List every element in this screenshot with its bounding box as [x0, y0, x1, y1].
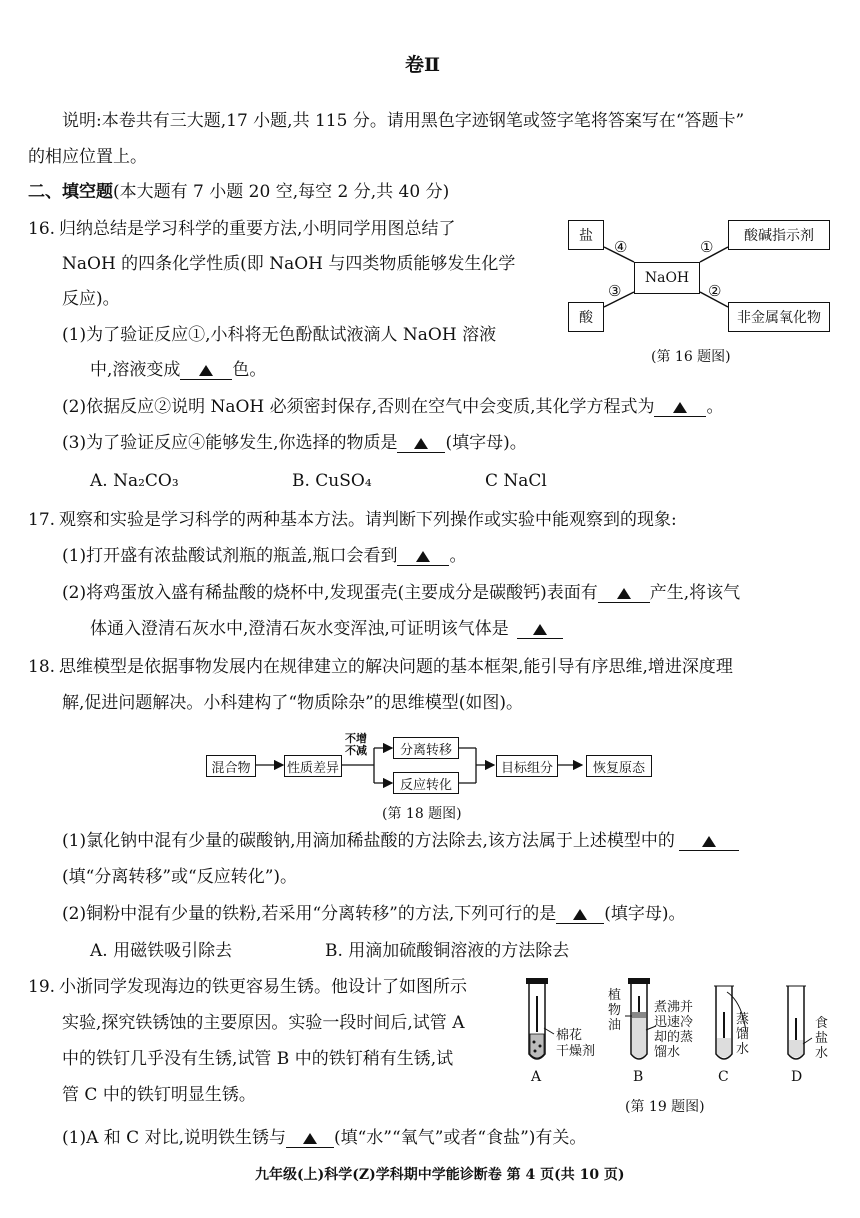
- q17-p2-post: 产生,将该气: [649, 583, 741, 603]
- tube-c-label: [736, 1012, 750, 1057]
- answer-blank[interactable]: [517, 620, 563, 639]
- water-b-line1: 煮沸并: [654, 1000, 694, 1015]
- answer-blank[interactable]: [679, 832, 739, 851]
- triangle-marker-icon: [533, 624, 547, 635]
- tube-b-water-label: [654, 1000, 693, 1060]
- q18-line2: 解,促进问题解决。小科建构了“物质除杂”的思维模型(如图)。: [62, 693, 524, 713]
- answer-blank[interactable]: [180, 361, 232, 380]
- instructions-line2: 的相应位置上。: [28, 147, 147, 167]
- section-heading: [28, 181, 449, 203]
- answer-blank[interactable]: [286, 1129, 334, 1148]
- salt-water-char2: 盐: [815, 1031, 829, 1046]
- tube-b-letter: B: [633, 1069, 644, 1085]
- answer-blank[interactable]: [654, 398, 706, 417]
- oil-char3: 油: [608, 1018, 622, 1033]
- rule-top: 不增: [345, 732, 367, 745]
- tube-a-letter: A: [531, 1069, 542, 1085]
- reaction-2-label: ②: [708, 282, 722, 300]
- q16-text: 归纳总结是学习科学的重要方法,小明同学用图总结了: [59, 219, 456, 239]
- q19-line1: [28, 976, 467, 998]
- q16-p1-post: 色。: [232, 360, 267, 380]
- q16-part1-line1: (1)为了验证反应①,小科将无色酚酞试液滴人 NaOH 溶液: [62, 325, 497, 345]
- q19-caption: (第 19 题图): [625, 1099, 705, 1115]
- q17-part1: [62, 545, 466, 567]
- q17-p2-pre: (2)将鸡蛋放入盛有稀盐酸的烧杯中,发现蛋壳(主要成分是碳酸钙)表面有: [62, 583, 598, 603]
- question-number: 19.: [28, 977, 56, 997]
- answer-blank[interactable]: [598, 584, 650, 603]
- property-difference-box: 性质差异: [284, 755, 342, 777]
- distilled-char2: 馏: [736, 1027, 750, 1042]
- q17-part2: [62, 582, 740, 604]
- reaction-conversion-box: 反应转化: [393, 772, 459, 794]
- q17-intro: [28, 509, 677, 531]
- mixture-box: 混合物: [206, 755, 256, 777]
- question-number: 17.: [28, 510, 56, 530]
- tube-c-letter: C: [718, 1069, 729, 1085]
- q18-part1-line2: (填“分离转移”或“反应转化”)。: [62, 867, 298, 887]
- q18-line1: [28, 656, 733, 678]
- q18-option-a: A. 用磁铁吸引除去: [90, 941, 233, 961]
- q18-caption: (第 18 题图): [382, 806, 462, 822]
- page-footer: 九年级(上)科学(Z)学科期中学能诊断卷 第 4 页(共 10 页): [255, 1167, 625, 1183]
- rule-label: [345, 733, 367, 757]
- instructions-line1: [62, 110, 744, 132]
- triangle-marker-icon: [573, 909, 587, 920]
- q16-line3: 反应)。: [62, 289, 120, 309]
- q17-part2-line2: [90, 618, 563, 640]
- salt-water-char1: 食: [815, 1016, 829, 1031]
- triangle-marker-icon: [617, 588, 631, 599]
- page-title: 卷Ⅱ: [405, 54, 441, 76]
- question-number: 16.: [28, 219, 56, 239]
- oxide-box: 非金属氧化物: [728, 302, 830, 332]
- q18-part1-line1: [62, 830, 739, 852]
- distilled-char1: 蒸: [736, 1012, 750, 1027]
- distilled-char3: 水: [736, 1042, 750, 1057]
- tube-a-label: [556, 1028, 595, 1060]
- triangle-marker-icon: [303, 1133, 317, 1144]
- q16-line1: [28, 218, 455, 240]
- section-detail: (本大题有 7 小题 20 空,每空 2 分,共 40 分): [113, 182, 450, 202]
- q18-p2-pre: (2)铜粉中混有少量的铁粉,若采用“分离转移”的方法,下列可行的是: [62, 904, 557, 924]
- q16-option-c: C NaCl: [485, 471, 547, 491]
- separate-transfer-box: 分离转移: [393, 737, 459, 759]
- q19-part1: [62, 1127, 586, 1149]
- acid-box: 酸: [568, 302, 604, 332]
- answer-blank[interactable]: [397, 547, 449, 566]
- q16-caption: (第 16 题图): [651, 349, 731, 365]
- reaction-1-label: ①: [700, 238, 714, 256]
- oil-char2: 物: [608, 1003, 622, 1018]
- q18-p2-post: (填字母)。: [604, 904, 686, 924]
- q17-text: 观察和实验是学习科学的两种基本方法。请判断下列操作或实验中能观察到的现象:: [59, 510, 677, 530]
- q16-part1-line2: [90, 359, 266, 381]
- triangle-marker-icon: [673, 402, 687, 413]
- reaction-4-label: ④: [614, 238, 628, 256]
- q16-p2-pre: (2)依据反应②说明 NaOH 必须密封保存,否则在空气中会变质,其化学方程式为: [62, 397, 655, 417]
- q18-part2: [62, 903, 686, 925]
- q16-p3-post: (填字母)。: [445, 433, 527, 453]
- salt-box: 盐: [568, 220, 604, 250]
- salt-water-char3: 水: [815, 1046, 829, 1061]
- cotton-label: 棉花: [556, 1028, 583, 1043]
- q16-p3-pre: (3)为了验证反应④能够发生,你选择的物质是: [62, 433, 398, 453]
- tube-b-oil-label: [608, 988, 622, 1033]
- q17-p1-pre: (1)打开盛有浓盐酸试剂瓶的瓶盖,瓶口会看到: [62, 546, 398, 566]
- question-number: 18.: [28, 657, 56, 677]
- q19-line4: 管 C 中的铁钉明显生锈。: [62, 1085, 256, 1105]
- q18-text: 思维模型是依据事物发展内在规律建立的解决问题的基本框架,能引导有序思维,增进深度理: [59, 657, 733, 677]
- water-b-line2: 迅速冷: [654, 1015, 694, 1030]
- q18-option-b: B. 用滴加硫酸铜溶液的方法除去: [325, 941, 570, 961]
- tube-b-drawing: [625, 978, 656, 1059]
- q19-line2: 实验,探究铁锈蚀的主要原因。实验一段时间后,试管 A: [62, 1013, 465, 1033]
- rule-bottom: 不减: [345, 744, 367, 757]
- q19-p1-pre: (1)A 和 C 对比,说明铁生锈与: [62, 1128, 286, 1148]
- water-b-line4: 馏水: [654, 1045, 681, 1060]
- q18-p1-text: (1)氯化钠中混有少量的碳酸钠,用滴加稀盐酸的方法除去,该方法属于上述模型中的: [62, 831, 675, 851]
- q16-line2: NaOH 的四条化学性质(即 NaOH 与四类物质能够发生化学: [62, 254, 516, 274]
- q16-part3: [62, 432, 527, 454]
- q19-p1-post: (填“水”“氧气”或者“食盐”)有关。: [333, 1128, 587, 1148]
- naoh-box: NaOH: [634, 262, 700, 294]
- tube-a-drawing: [526, 978, 554, 1059]
- triangle-marker-icon: [414, 438, 428, 449]
- q16-option-a: A. Na₂CO₃: [90, 471, 179, 491]
- q17-p2-line2-text: 体通入澄清石灰水中,澄清石灰水变浑浊,可证明该气体是: [90, 619, 509, 639]
- water-b-line3: 却的蒸: [654, 1030, 694, 1045]
- reaction-3-label: ③: [608, 282, 622, 300]
- q19-line3: 中的铁钉几乎没有生锈,试管 B 中的铁钉稍有生锈,试: [62, 1049, 454, 1069]
- q16-p2-post: 。: [706, 397, 724, 417]
- tube-d-drawing: [786, 986, 812, 1059]
- answer-blank[interactable]: [556, 905, 604, 924]
- desiccant-label: 干燥剂: [556, 1044, 596, 1059]
- triangle-marker-icon: [702, 836, 716, 847]
- q17-p1-post: 。: [449, 546, 467, 566]
- triangle-marker-icon: [416, 551, 430, 562]
- section-title: 二、填空题: [28, 182, 113, 202]
- tube-d-letter: D: [791, 1069, 803, 1085]
- q19-text: 小浙同学发现海边的铁更容易生锈。他设计了如图所示: [59, 977, 468, 997]
- answer-blank[interactable]: [397, 434, 445, 453]
- instructions-text: 说明:本卷共有三大题,17 小题,共 115 分。请用黑色字迹钢笔或签字笔将答案写在“答题卡”: [62, 111, 745, 131]
- indicator-box: 酸碱指示剂: [728, 220, 830, 250]
- oil-char1: 植: [608, 988, 622, 1003]
- triangle-marker-icon: [199, 365, 213, 376]
- q16-p1-pre: 中,溶液变成: [90, 360, 181, 380]
- q16-part2: [62, 396, 723, 418]
- tube-d-label: [815, 1016, 829, 1061]
- restore-state-box: 恢复原态: [586, 755, 652, 777]
- q16-option-b: B. CuSO₄: [292, 471, 372, 491]
- target-component-box: 目标组分: [496, 755, 558, 777]
